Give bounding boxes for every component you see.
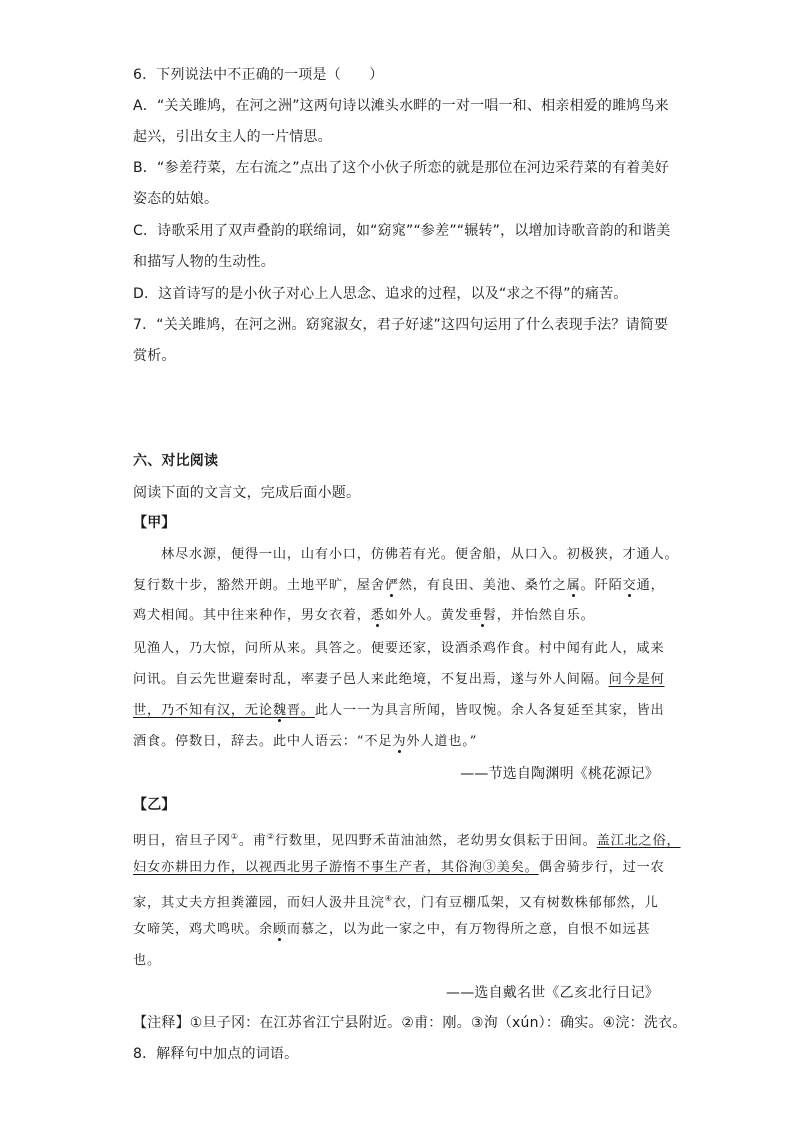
passage-yi-line: 妇女亦耕田力作，以视西北男子游惰不事生产者，其俗洵③美矣。偶舍骑步行，过一农	[133, 860, 665, 875]
dotted-word: 悉	[370, 608, 385, 623]
passage-yi-line: 家，其丈夫方担粪灌园，而妇人汲井且浣④衣，门有豆棚瓜架，又有树数株郁郁然，儿	[133, 894, 659, 911]
underlined-sentence: 问今是何	[608, 672, 665, 687]
dotted-word: 交	[622, 578, 637, 593]
passage-jia-line: 问讯。自云先世避秦时乱，率妻子邑人来此绝境，不复出焉，遂与外人间隔。问今是何	[133, 672, 665, 687]
passage-jia-label: 【甲】	[133, 515, 176, 531]
dotted-word: 属	[566, 578, 581, 593]
section-instruction: 阅读下面的文言文，完成后面小题。	[133, 485, 361, 501]
q6-option-a: A．“关关雎鸠，在河之洲”这两句诗以滩头水畔的一对一唱一和、相亲相爱的雎鸠鸟来	[133, 98, 669, 114]
dotted-word: 魏	[272, 703, 287, 718]
footnote-marker: ①	[230, 832, 239, 841]
annotations: 【注释】①旦子冈：在江苏省江宁县附近。②甫：刚。③洵（xún）：确实。④浣：洗衣。	[133, 1015, 687, 1031]
q6-option-c-cont: 和描写人物的生动性。	[133, 254, 275, 270]
q6-option-d: D．这首诗写的是小伙子对心上人思念、追求的过程，以及“求之不得”的痛苦。	[133, 286, 628, 302]
passage-jia-line: 酒食。停数日，辞去。此中人语云：“不足为外人道也。”	[133, 734, 478, 749]
passage-yi-line: 也。	[133, 953, 161, 968]
q6-option-a-cont: 起兴，引出女主人的一片情思。	[133, 129, 332, 145]
passage-jia-line: 世，乃不知有汉，无论魏晋。此人一一为具言所闻，皆叹惋。余人各复延至其家，皆出	[133, 703, 665, 718]
passage-yi-line: 明日，宿旦子冈①。甫②行数里，见四野禾苗油油然，老幼男女俱耘于田间。盖江北之俗，	[133, 832, 681, 849]
passage-jia-source: ——节选自陶渊明《桃花源记》	[460, 766, 659, 782]
q6-stem: 6．下列说法中不正确的一项是（ ）	[133, 67, 384, 83]
dotted-word: 顾	[272, 922, 287, 937]
dotted-word: 垂髫	[468, 608, 497, 623]
section-title: 六、对比阅读	[133, 453, 219, 469]
footnote-marker: ②	[266, 832, 275, 841]
passage-jia-line: 见渔人，乃大惊，问所从来。具答之。便要还家，设酒杀鸡作食。村中闻有此人，咸来	[133, 641, 665, 656]
q7-stem-cont: 赏析。	[133, 348, 176, 364]
footnote-marker: ④	[384, 894, 393, 903]
dotted-word: 为	[392, 734, 407, 749]
passage-jia-line: 林尽水源，便得一山，山有小口，仿佛若有光。便舍船，从口入。初极狭，才通人。	[133, 547, 679, 562]
passage-jia-line: 鸡犬相闻。其中往来种作，男女衣着，悉如外人。黄发垂髫，并怡然自乐。	[133, 608, 595, 623]
q7-stem: 7．“关关雎鸠，在河之洲。窈窕淑女，君子好逑”这四句运用了什么表现手法？请简要	[133, 317, 669, 333]
q8-stem: 8．解释句中加点的词语。	[133, 1046, 299, 1062]
dotted-word: 俨	[384, 578, 399, 593]
passage-yi-line: 女啼笑，鸡犬鸣吠。余顾而慕之，以为此一家之中，有万物得所之意，自恨不如远甚	[133, 922, 651, 937]
passage-yi-label: 【乙】	[133, 797, 176, 813]
q6-option-c: C．诗歌采用了双声叠韵的联绵词，如“窈窕”“参差”“辗转”，以增加诗歌音韵的和谐美	[133, 223, 671, 239]
underlined-sentence: 妇女亦耕田力作，以视西北男子游惰不事生产者，其俗洵③美矣。	[133, 860, 539, 875]
underlined-sentence: 世，乃不知有汉，无论	[133, 703, 273, 718]
passage-yi-source: ——选自戴名世《乙亥北行日记》	[446, 985, 659, 1001]
q6-option-b-cont: 姿态的姑娘。	[133, 191, 219, 207]
underlined-sentence: 晋。	[286, 703, 315, 718]
underlined-sentence: 盖江北之俗，	[596, 833, 681, 849]
passage-jia-line: 复行数十步，豁然开朗。土地平旷，屋舍俨然，有良田、美池、桑竹之属。阡陌交通，	[133, 578, 665, 593]
q6-option-b: B．“参差荇菜，左右流之”点出了这个小伙子所恋的就是那位在河边采荇菜的有着美好	[133, 160, 669, 176]
